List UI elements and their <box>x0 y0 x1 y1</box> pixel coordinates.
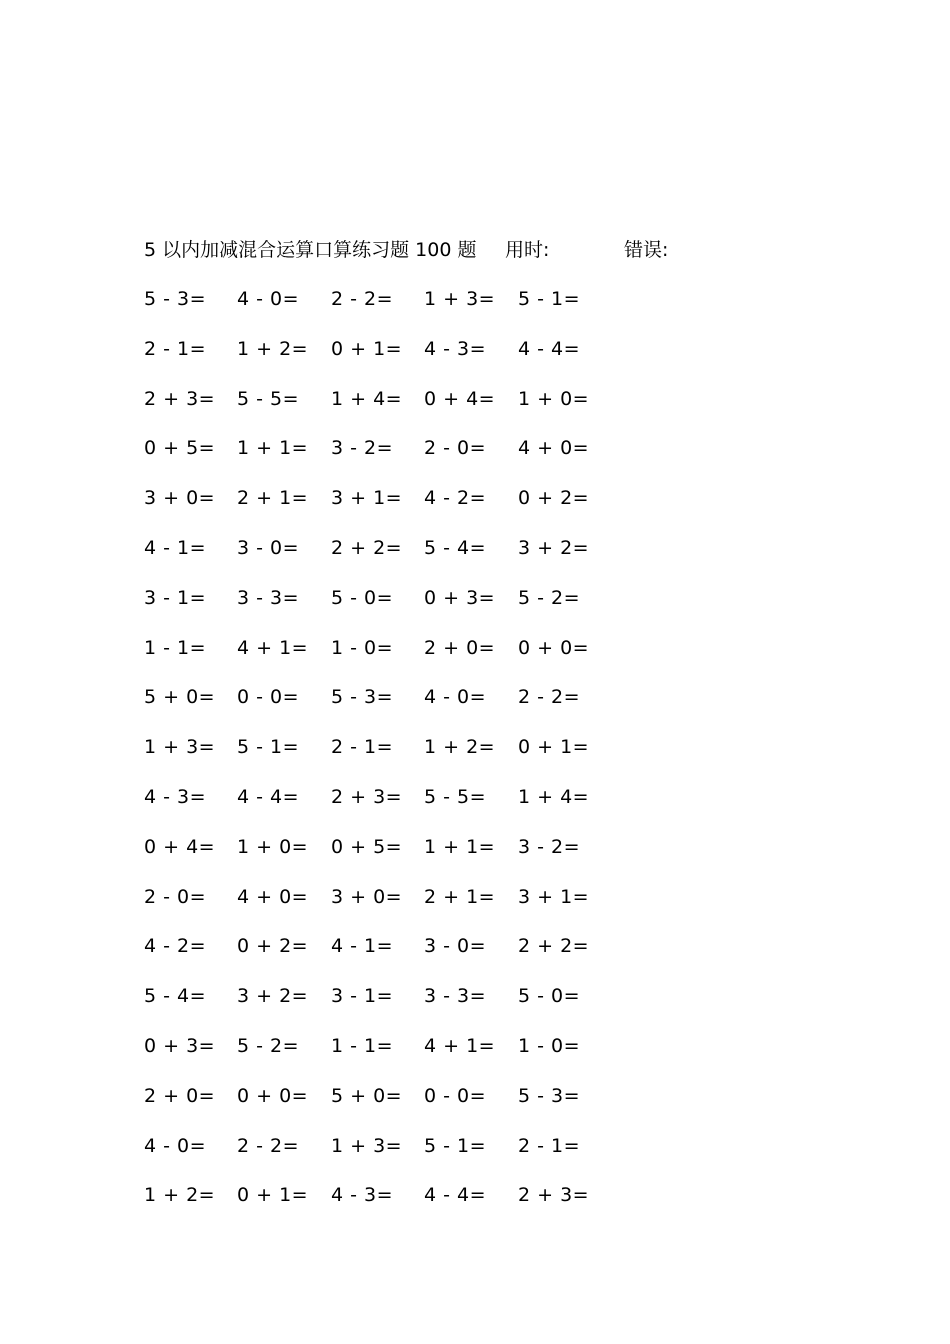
problem-row <box>144 684 704 734</box>
worksheet-header <box>144 236 844 264</box>
math-problem: 1 + 1= <box>424 835 496 858</box>
math-problem: 4 - 1= <box>144 536 207 559</box>
math-problem: 1 + 3= <box>144 736 216 759</box>
math-problem: 0 + 5= <box>331 835 403 858</box>
math-problem: 5 - 3= <box>331 686 394 709</box>
math-problem: 5 - 5= <box>424 785 487 808</box>
problem-row <box>144 983 704 1033</box>
math-problem: 0 + 2= <box>237 935 309 958</box>
math-problem: 5 - 3= <box>144 288 207 310</box>
math-problem: 5 + 0= <box>144 686 216 709</box>
worksheet-title: 5 以内加减混合运算口算练习题 100 题 <box>144 239 477 261</box>
problem-row <box>144 834 704 884</box>
math-problem: 4 + 0= <box>237 885 309 908</box>
math-problem: 1 + 3= <box>331 1134 403 1157</box>
problem-row <box>144 535 704 585</box>
math-problem: 3 - 2= <box>518 835 581 858</box>
math-problem: 3 - 0= <box>237 536 300 559</box>
math-problem: 5 - 5= <box>237 387 300 410</box>
problem-row <box>144 386 704 436</box>
math-problem: 0 + 3= <box>144 1034 216 1057</box>
math-problem: 0 - 0= <box>424 1084 487 1107</box>
math-problem: 1 - 0= <box>331 636 394 659</box>
math-problem: 2 + 3= <box>518 1184 590 1207</box>
math-problem: 5 - 0= <box>518 985 581 1008</box>
math-problem: 2 - 2= <box>237 1134 300 1157</box>
math-problem: 2 - 1= <box>144 337 207 360</box>
math-problem: 2 - 2= <box>518 686 581 709</box>
math-problem: 2 + 2= <box>518 935 590 958</box>
problem-row <box>144 585 704 635</box>
problem-row <box>144 485 704 535</box>
math-problem: 1 - 0= <box>518 1034 581 1057</box>
math-problem: 4 - 3= <box>331 1184 394 1207</box>
math-problem: 3 + 0= <box>144 487 216 510</box>
math-problem: 4 - 1= <box>331 935 394 958</box>
math-problem: 1 + 2= <box>144 1184 216 1207</box>
errors-label: 错误: <box>624 239 669 261</box>
problem-row <box>144 884 704 934</box>
math-problem: 1 + 4= <box>331 387 403 410</box>
problem-row <box>144 336 704 386</box>
math-problem: 1 + 4= <box>518 785 590 808</box>
math-problem: 2 - 2= <box>331 288 394 310</box>
math-problem: 0 + 1= <box>518 736 590 759</box>
math-problem: 2 - 0= <box>424 437 487 460</box>
math-problem: 2 + 3= <box>331 785 403 808</box>
math-problem: 5 - 4= <box>424 536 487 559</box>
math-problem: 4 + 1= <box>424 1034 496 1057</box>
math-problem: 4 - 3= <box>144 785 207 808</box>
math-problem: 2 + 2= <box>331 536 403 559</box>
math-problem: 1 + 0= <box>237 835 309 858</box>
math-problem: 5 - 1= <box>237 736 300 759</box>
problem-row <box>144 1133 704 1183</box>
problem-row <box>144 435 704 485</box>
math-problem: 1 - 1= <box>144 636 207 659</box>
math-problem: 0 + 0= <box>518 636 590 659</box>
math-problem: 4 - 0= <box>424 686 487 709</box>
math-problem: 2 - 0= <box>144 885 207 908</box>
math-problem: 1 + 2= <box>424 736 496 759</box>
problem-row <box>144 784 704 834</box>
math-problem: 5 - 1= <box>424 1134 487 1157</box>
math-problem: 0 + 4= <box>144 835 216 858</box>
problem-row <box>144 933 704 983</box>
math-problem: 0 + 1= <box>237 1184 309 1207</box>
math-problem: 0 - 0= <box>237 686 300 709</box>
math-problem: 3 - 1= <box>331 985 394 1008</box>
math-problem: 5 - 2= <box>237 1034 300 1057</box>
math-problem: 3 - 3= <box>237 586 300 609</box>
math-problem: 3 + 2= <box>518 536 590 559</box>
math-problem: 1 + 1= <box>237 437 309 460</box>
math-problem: 2 + 0= <box>144 1084 216 1107</box>
math-problem: 1 + 2= <box>237 337 309 360</box>
math-problem: 0 + 4= <box>424 387 496 410</box>
math-problem: 5 - 4= <box>144 985 207 1008</box>
problem-grid <box>144 286 704 1232</box>
problem-row <box>144 734 704 784</box>
problem-row <box>144 286 704 336</box>
math-problem: 4 - 2= <box>424 487 487 510</box>
math-problem: 4 - 3= <box>424 337 487 360</box>
math-problem: 3 - 2= <box>331 437 394 460</box>
math-problem: 4 - 4= <box>424 1184 487 1207</box>
math-problem: 2 - 1= <box>331 736 394 759</box>
math-problem: 1 - 1= <box>331 1034 394 1057</box>
math-problem: 2 + 1= <box>237 487 309 510</box>
problem-row <box>144 1033 704 1083</box>
math-problem: 4 + 0= <box>518 437 590 460</box>
math-problem: 1 + 0= <box>518 387 590 410</box>
problem-row <box>144 635 704 685</box>
math-problem: 3 - 3= <box>424 985 487 1008</box>
math-problem: 0 + 3= <box>424 586 496 609</box>
math-problem: 4 + 1= <box>237 636 309 659</box>
math-problem: 1 + 3= <box>424 288 496 310</box>
math-problem: 5 + 0= <box>331 1084 403 1107</box>
math-problem: 4 - 4= <box>518 337 581 360</box>
math-problem: 2 + 3= <box>144 387 216 410</box>
math-problem: 2 + 1= <box>424 885 496 908</box>
math-problem: 0 + 1= <box>331 337 403 360</box>
math-problem: 0 + 5= <box>144 437 216 460</box>
math-problem: 3 + 1= <box>518 885 590 908</box>
math-problem: 0 + 0= <box>237 1084 309 1107</box>
math-problem: 3 + 0= <box>331 885 403 908</box>
math-problem: 3 + 1= <box>331 487 403 510</box>
math-problem: 2 + 0= <box>424 636 496 659</box>
math-problem: 5 - 0= <box>331 586 394 609</box>
math-problem: 4 - 4= <box>237 785 300 808</box>
math-problem: 3 + 2= <box>237 985 309 1008</box>
math-problem: 3 - 0= <box>424 935 487 958</box>
math-problem: 3 - 1= <box>144 586 207 609</box>
math-problem: 5 - 1= <box>518 288 581 310</box>
problem-row <box>144 1182 704 1232</box>
math-problem: 4 - 2= <box>144 935 207 958</box>
problem-row <box>144 1083 704 1133</box>
math-problem: 5 - 3= <box>518 1084 581 1107</box>
math-problem: 2 - 1= <box>518 1134 581 1157</box>
math-problem: 0 + 2= <box>518 487 590 510</box>
math-problem: 4 - 0= <box>144 1134 207 1157</box>
time-label: 用时: <box>505 239 550 261</box>
math-problem: 4 - 0= <box>237 288 300 310</box>
math-problem: 5 - 2= <box>518 586 581 609</box>
